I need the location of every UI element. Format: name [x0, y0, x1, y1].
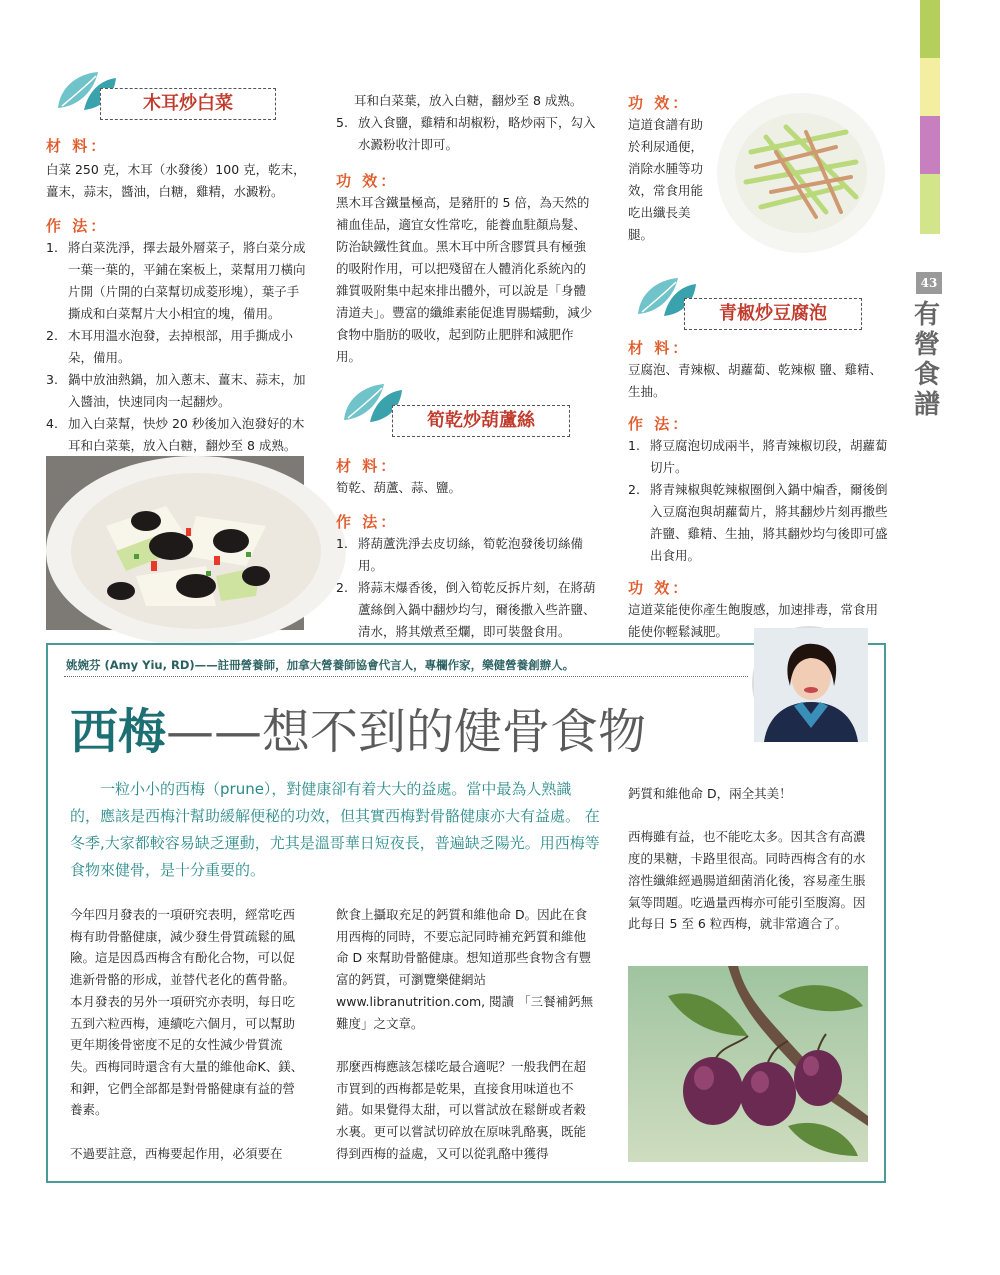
- article-title-main: 西梅: [70, 704, 167, 760]
- article-paragraph: 鈣質和維他命 D，兩全其美！: [628, 786, 792, 801]
- color-tab-yellow: [920, 58, 940, 116]
- article-paragraph: 西梅雖有益，也不能吃太多。因其含有高濃度的果糖，卡路里很高。同時西梅含有的水溶性纖維經過腸道細菌消化後，容易產生脹氣等問題。吃過量西梅亦可能引至腹瀉。因此每日 5 至 6 粒西梅，就非常適合了。: [628, 829, 866, 932]
- recipe2-method-heading: 作 法：: [336, 513, 399, 531]
- color-tab-green: [920, 0, 940, 58]
- column-2-top: [336, 90, 598, 368]
- recipe1-effect: 黑木耳含鐵量極高，是豬肝的 5 倍，為天然的補血佳品，適宜女性常吃，能養血駐顏烏髮、防治缺鐵性貧血。黑木耳中所含膠質具有極強的吸附作用，可以把殘留在人體消化系統內的雜質吸附集中起來排出體外，可以說是「身體清道夫」。豐富的纖維素能促進胃腸蠕動，減少食物中脂肪的吸收，起到防止肥胖和減肥作用。: [336, 195, 593, 364]
- recipe1-ingredients-heading: 材 料：: [46, 137, 109, 155]
- author-portrait: [752, 626, 866, 740]
- color-tab-purple: [920, 116, 940, 174]
- article-title: [70, 700, 646, 764]
- recipe2-step: 2. 將蒜末爆香後，倒入筍乾反拆片刻，在將葫蘆絲倒入鍋中翻炒均勻，爾後撒入些許鹽、清水，將其燉煮至爛，即可裝盤食用。: [336, 580, 596, 639]
- recipe1-step: 3. 鍋中放油熱鍋，加入蔥末、薑末、蒜末，加入醬油，快速同肉一起翻炒。: [46, 372, 306, 409]
- recipe2-title: 筍乾炒葫蘆絲: [392, 405, 570, 437]
- recipe2-effect: 這道食譜有助於利尿通便，消除水腫等功效，常食用能吃出纖長美腿。: [628, 117, 704, 242]
- cabbage-woodear-photo: [46, 456, 304, 630]
- recipe2-effect-heading: 功 效：: [628, 94, 691, 112]
- article-column-3: [628, 783, 868, 957]
- article-paragraph: 今年四月發表的一項研究表明，經常吃西梅有助骨骼健康，減少發生骨質疏鬆的風險。這是因爲西梅含有酚化合物，可以促進新骨骼的形成，並替代老化的舊骨骼。本月發表的另外一項研究亦表明，每日吃五到六粒西梅，連續吃六個月，可以幫助更年期後骨密度不足的女性減少骨質流失。西梅同時還含有大量的維他命K、鎂、和鉀，它們全部都是對骨骼健康有益的營養素。: [70, 907, 304, 1118]
- recipe1-step-cont: 耳和白菜葉，放入白糖，翻炒至 8 成熟。: [354, 93, 583, 108]
- dotted-divider: [64, 676, 748, 677]
- recipe2-step: 1. 將葫蘆洗淨去皮切絲，筍乾泡發後切絲備用。: [336, 536, 584, 573]
- recipe3-ingredients-heading: 材 料：: [628, 339, 691, 357]
- article-paragraph: 不過要註意，西梅要起作用，必須要在: [70, 1145, 283, 1161]
- recipe2-column: [336, 455, 598, 643]
- article-title-rest: ——想不到的健骨食物: [166, 704, 647, 760]
- color-tab-lime: [920, 174, 940, 234]
- article-paragraph: 飲食上攝取充足的鈣質和維他命 D。因此在食用西梅的同時，不要忘記同時補充鈣質和維他命 D 來幫助骨骼健康。想知道那些食物含有豐富的鈣質，可瀏覽樂健網站 www.libranutrition.com, 閱讀 「三餐補鈣無難度」之文章。: [336, 907, 594, 1031]
- author-line: 姚婉芬 (Amy Yiu, RD)——註冊營養師，加拿大營養師協會代言人，專欄作家，樂健營養創辦人。: [66, 658, 575, 672]
- recipe3-step: 1. 將豆腐泡切成兩半，將青辣椒切段，胡蘿蔔切片。: [628, 438, 888, 475]
- recipe3-column: [628, 337, 888, 643]
- recipe2-ingredients: 筍乾、葫蘆、蒜、鹽。: [336, 480, 462, 495]
- article-paragraph: 那麼西梅應該怎樣吃最合適呢？一般我們在超市買到的西梅都是乾果，直接食用味道也不錯。如果覺得太甜，可以嘗試放在鬆餅或者穀水裏。更可以嘗試切碎放在原味乳酪裏，既能得到西梅的益處，又可以從乳酪中獲得: [336, 1058, 587, 1161]
- recipe1-effect-heading: 功 效：: [336, 172, 399, 190]
- gourd-bamboo-photo: [716, 92, 886, 254]
- recipe3-ingredients: 豆腐泡、青辣椒、胡蘿蔔、乾辣椒 鹽、雞精、生抽。: [628, 362, 882, 399]
- recipe1-title: 木耳炒白菜: [100, 88, 276, 120]
- recipe3-method-heading: 作 法：: [628, 415, 691, 433]
- magazine-title: 有營食譜: [914, 300, 941, 420]
- recipe2-effect-block: [628, 92, 714, 246]
- recipe3-title: 青椒炒豆腐泡: [684, 298, 862, 330]
- recipe1-step: 2. 木耳用溫水泡發，去掉根部，用手撕成小朵，備用。: [46, 328, 294, 365]
- recipe1-step: 4. 加入白菜幫，快炒 20 秒後加入泡發好的木耳和白菜葉，放入白糖，翻炒至 8 成熟。: [46, 416, 305, 453]
- page-number: 43: [916, 272, 942, 294]
- recipe1-step: 5. 放入食鹽，雞精和胡椒粉，略炒兩下，勾入水澱粉收汁即可。: [336, 115, 596, 152]
- article-column-2: [336, 904, 598, 1186]
- recipe3-effect: 這道菜能使你產生飽腹感，加速排毒，常食用能使你輕鬆減肥。: [628, 602, 879, 639]
- recipe3-effect-heading: 功 效：: [628, 579, 691, 597]
- recipe3-step: 2. 將青辣椒與乾辣椒圈倒入鍋中煸香，爾後倒入豆腐泡與胡蘿蔔片，將其翻炒片刻再撒些許鹽、雞精、生抽，將其翻炒均勻後即可盛出食用。: [628, 482, 888, 563]
- recipe1-step: 1. 將白菜洗淨，擇去最外層菜子，將白菜分成一葉一葉的，平鋪在案板上，菜幫用刀橫向片開（片開的白菜幫切成菱形塊），葉子手撕成和白菜幫片大小相宜的塊，備用。: [46, 240, 306, 321]
- plums-photo: [628, 966, 868, 1162]
- article-column-1: [70, 904, 306, 1186]
- recipe2-ingredients-heading: 材 料：: [336, 457, 399, 475]
- article-intro: 一粒小小的西梅（prune），對健康卻有着大大的益處。當中最為人熟識的，應該是西梅汁幫助緩解便秘的功效，但其實西梅對骨骼健康亦大有益處。 在冬季,大家都較容易缺乏運動，尤其是溫哥華日短夜長，普遍缺乏陽光。用西梅等食物來健骨，是十分重要的。: [70, 780, 600, 879]
- recipe1-column: [46, 135, 308, 453]
- recipe1-ingredients: 白菜 250 克，木耳（水發後）100 克，乾末，薑末，蒜末，醬油，白糖，雞精，水澱粉。: [46, 162, 306, 199]
- recipe1-method-heading: 作 法：: [46, 217, 109, 235]
